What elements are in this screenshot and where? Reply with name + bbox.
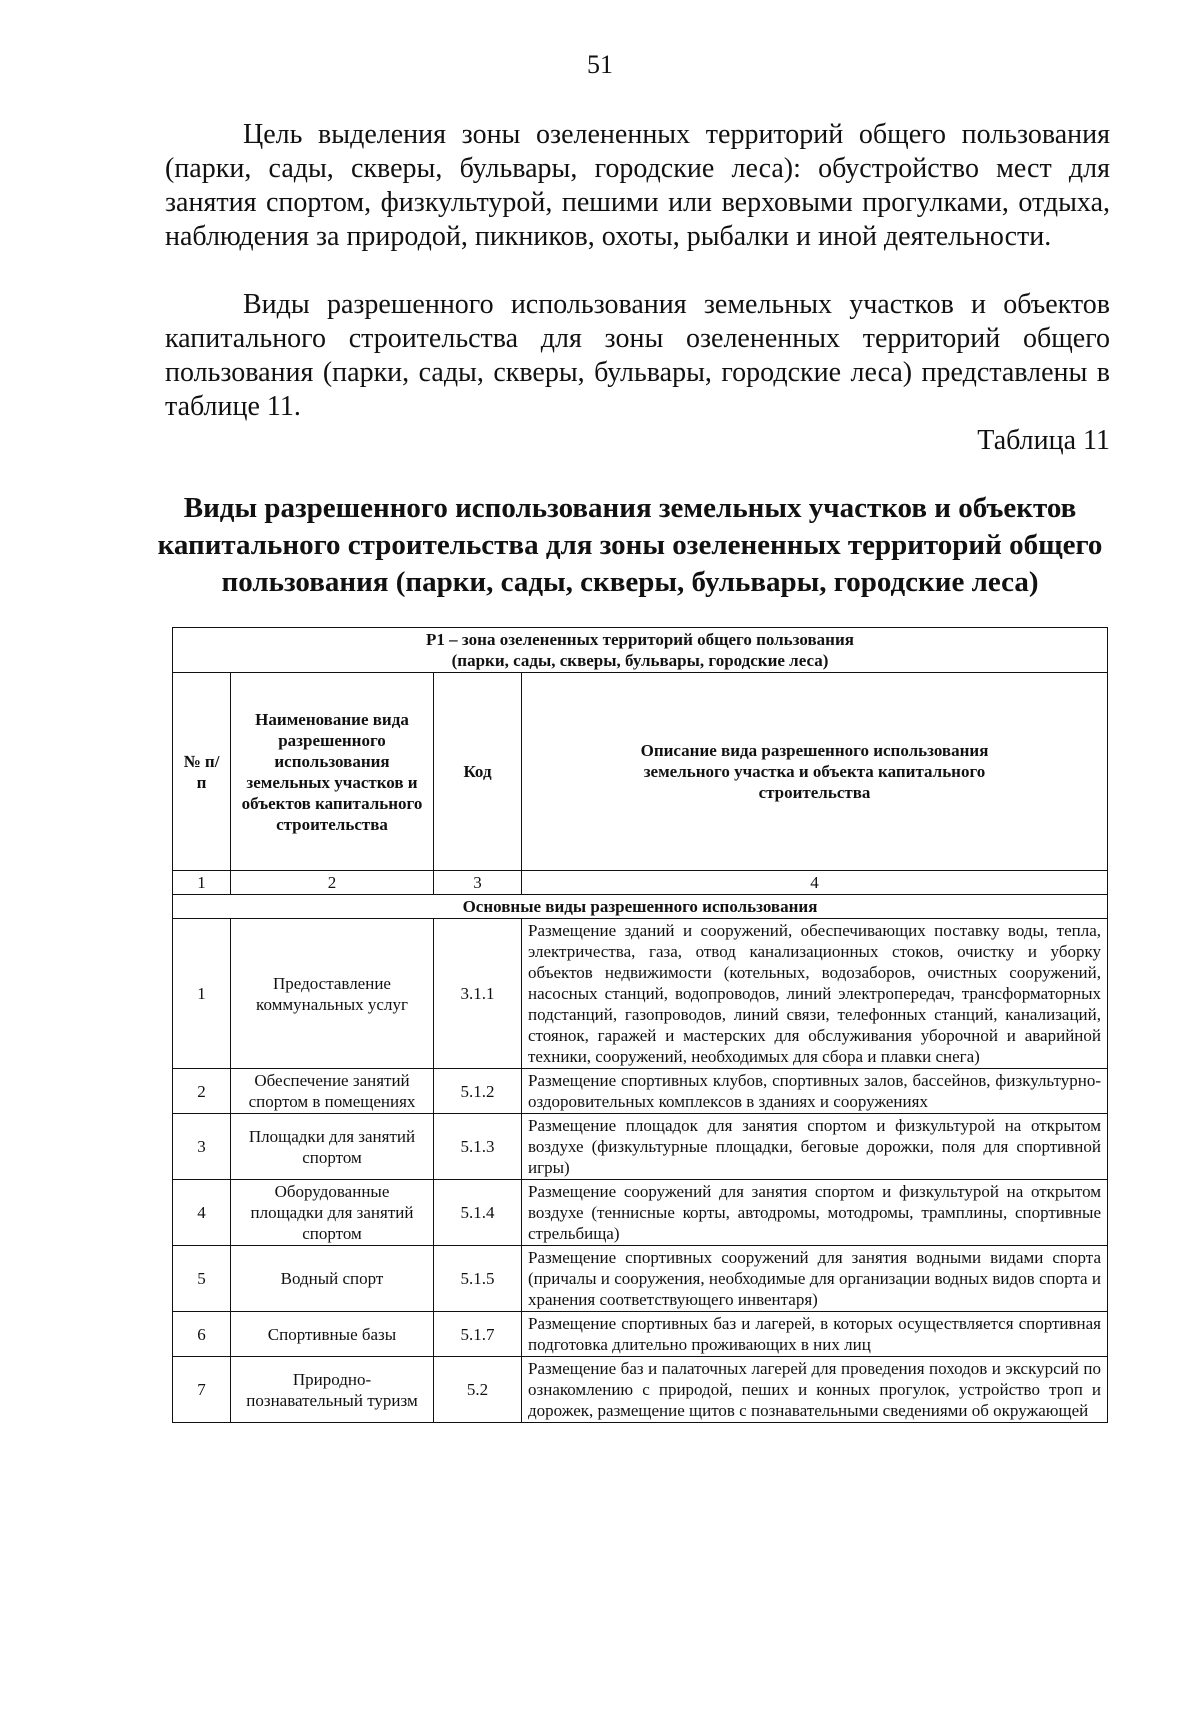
col-number: 3 [434,871,522,895]
row-desc: Размещение сооружений для занятия спортом и физкультурой на открытом воздухе (теннисные корты, автодромы, мотодромы, трамплины, спортивные стрельбища) [522,1180,1108,1246]
row-name: Предоставление коммунальных услуг [231,919,434,1069]
intro-paragraph [165,118,1110,254]
row-num: 3 [173,1114,231,1180]
col-number: 2 [231,871,434,895]
row-desc: Размещение баз и палаточных лагерей для проведения походов и экскурсий по ознакомлению с природой, пеших и конных прогулок, устройство троп и дорожек, размещение щитов с познавательными сведениями об окружающей [522,1357,1108,1423]
reference-paragraph [165,288,1110,424]
col-header-name: Наименование вида разрешенного использования земельных участков и объектов капитального строительства [231,673,434,871]
table-row [173,919,1108,1069]
row-desc: Размещение спортивных клубов, спортивных залов, бассейнов, физкультурно-оздоровительных комплексов в зданиях и сооружениях [522,1069,1108,1114]
row-code: 5.1.2 [434,1069,522,1114]
table-row [173,1069,1108,1114]
row-num: 5 [173,1246,231,1312]
land-use-table [172,627,1108,1423]
row-name: Обеспечение занятий спортом в помещениях [231,1069,434,1114]
table-row [173,1312,1108,1357]
table-row [173,1357,1108,1423]
col-number: 1 [173,871,231,895]
row-num: 6 [173,1312,231,1357]
row-name: Площадки для занятий спортом [231,1114,434,1180]
zone-header-line2: (парки, сады, скверы, бульвары, городские леса) [451,651,829,670]
row-code: 5.1.5 [434,1246,522,1312]
row-num: 2 [173,1069,231,1114]
section-title: Основные виды разрешенного использования [173,895,1108,919]
row-code: 3.1.1 [434,919,522,1069]
row-num: 7 [173,1357,231,1423]
row-name: Природно-познавательный туризм [231,1357,434,1423]
row-desc: Размещение спортивных сооружений для занятия водными видами спорта (причалы и сооружения, необходимые для организации водных видов спорта и хранения соответствующего инвентаря) [522,1246,1108,1312]
col-header-code: Код [434,673,522,871]
row-code: 5.1.3 [434,1114,522,1180]
intro-paragraph-text: Цель выделения зоны озелененных территорий общего пользования (парки, сады, скверы, бульвары, городские леса): обустройство мест для занятия спортом, физкультурой, пешими или верховыми прогулками, отдыха, наблюдения за природой, пикников, охоты, рыбалки и иной деятельности. [165,119,1110,252]
table-title: Виды разрешенного использования земельных участков и объектов капитального строительства для зоны озелененных территорий общего пользования (парки, сады, скверы, бульвары, городские леса) [157,492,1103,598]
table-caption: Таблица 11 [977,425,1110,456]
row-code: 5.1.7 [434,1312,522,1357]
zone-header-cell [173,628,1108,673]
zone-header-line1: Р1 – зона озелененных территорий общего пользования [426,630,854,649]
col-header-desc: Описание вида разрешенного использования земельного участка и объекта капитального строительства [522,673,1108,871]
row-num: 4 [173,1180,231,1246]
table-row [173,1180,1108,1246]
row-code: 5.1.4 [434,1180,522,1246]
col-header-num: № п/п [173,673,231,871]
col-number: 4 [522,871,1108,895]
table-row [173,1246,1108,1312]
row-desc: Размещение площадок для занятия спортом и физкультурой на открытом воздухе (физкультурные площадки, беговые дорожки, поля для спортивной игры) [522,1114,1108,1180]
table-row [173,1114,1108,1180]
row-desc: Размещение зданий и сооружений, обеспечивающих поставку воды, тепла, электричества, газа, отвод канализационных стоков, очистку и уборку объектов недвижимости (котельных, водозаборов, очистных сооружений, насосных станций, водопроводов, линий электропередач, трансформаторных подстанций, газопроводов, линий связи, телефонных станций, канализаций, стоянок, гаражей и мастерских для обслуживания уборочной и аварийной техники, сооружений, необходимых для сбора и плавки снега) [522,919,1108,1069]
row-name: Водный спорт [231,1246,434,1312]
row-name: Оборудованные площадки для занятий спортом [231,1180,434,1246]
zone-header-row [173,628,1108,673]
page-number: 51 [587,50,613,79]
section-row [173,895,1108,919]
column-header-row [173,673,1108,871]
column-number-row [173,871,1108,895]
row-name: Спортивные базы [231,1312,434,1357]
row-code: 5.2 [434,1357,522,1423]
reference-paragraph-text: Виды разрешенного использования земельных участков и объектов капитального строительства для зоны озелененных территорий общего пользования (парки, сады, скверы, бульвары, городские леса) представлены в таблице 11. [165,289,1110,422]
row-num: 1 [173,919,231,1069]
row-desc: Размещение спортивных баз и лагерей, в которых осуществляется спортивная подготовка длительно проживающих в них лиц [522,1312,1108,1357]
